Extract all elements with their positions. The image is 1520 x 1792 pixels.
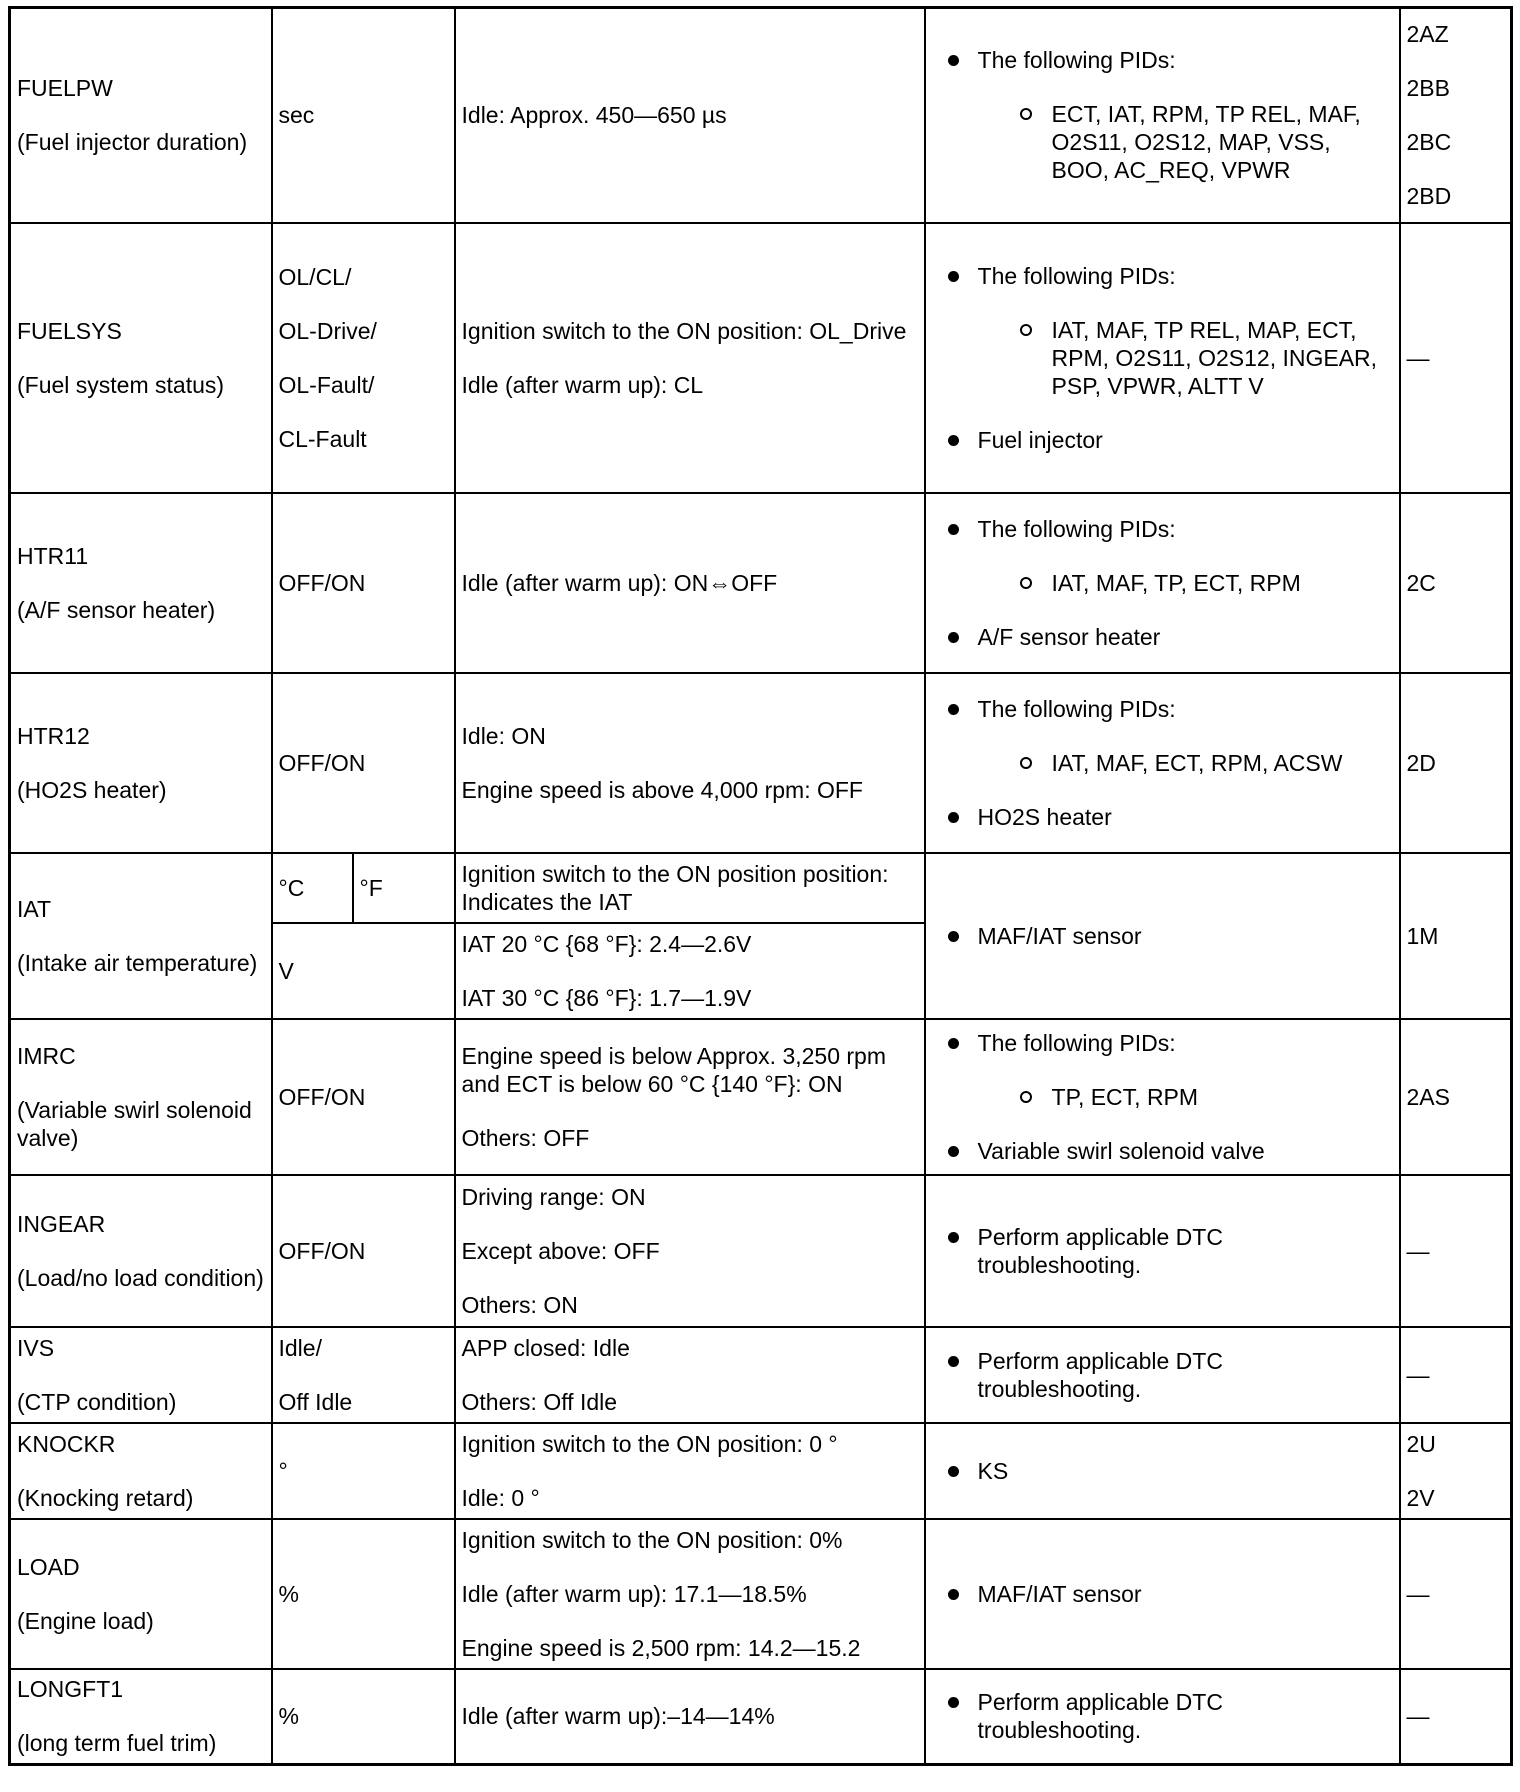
condition-cell (455, 8, 925, 223)
condition-cell (455, 1327, 925, 1423)
bullet-item: The following PIDs: (932, 695, 1393, 723)
pid-code: INGEAR (17, 1210, 106, 1237)
unit-fahrenheit: °F (353, 853, 455, 923)
inspection-cell (925, 853, 1400, 1019)
inspection-cell (925, 223, 1400, 493)
spacer (932, 723, 1393, 749)
pid-cell (10, 1423, 272, 1519)
inspection-cell (925, 1019, 1400, 1175)
spacer (17, 1362, 265, 1388)
spacer (932, 777, 1393, 803)
unit-cell (272, 1669, 455, 1765)
terminal-code: — (1406, 1580, 1430, 1607)
sub-bullet-item: IAT, MAF, ECT, RPM, ACSW (932, 749, 1393, 777)
bullet-item: HO2S heater (932, 803, 1393, 831)
condition-cell: Ignition switch to the ON position position: Indicates the IAT (455, 853, 925, 923)
bullet-item: A/F sensor heater (932, 623, 1393, 651)
spacer (462, 958, 918, 984)
condition-line: Engine speed is below Approx. 3,250 rpm and ECT is below 60 °C {140 °F}: ON (461, 1042, 887, 1097)
spacer (462, 1362, 918, 1388)
terminal-code: 2V (1406, 1484, 1435, 1511)
unit-line: OL-Drive/ (278, 317, 377, 344)
pid-cell (10, 223, 272, 493)
unit-line: Idle/ (278, 1334, 322, 1361)
terminal-cell (1400, 1175, 1512, 1327)
condition-cell (455, 493, 925, 673)
unit-line: sec (278, 102, 315, 129)
table-row (10, 1175, 1512, 1327)
pid-cell (10, 673, 272, 853)
pid-cell (10, 8, 272, 223)
condition-line: IAT 20 °C {68 °F}: 2.4—2.6V (461, 930, 752, 957)
pid-cell (10, 853, 272, 1019)
spacer (932, 74, 1393, 100)
condition-line: Others: ON (461, 1291, 578, 1318)
terminal-code: — (1406, 344, 1430, 371)
unit-line: OL-Fault/ (278, 371, 375, 398)
bullet-item: MAF/IAT sensor (932, 922, 1393, 950)
spacer (17, 570, 265, 596)
bullet-item: The following PIDs: (932, 515, 1393, 543)
unit-line: OL/CL/ (278, 263, 352, 290)
terminal-code: — (1406, 1237, 1430, 1264)
sub-bullet-item: IAT, MAF, TP REL, MAP, ECT, RPM, O2S11, O2S12, INGEAR, PSP, VPWR, ALTT V (932, 316, 1393, 400)
spacer (17, 1070, 265, 1096)
terminal-cell (1400, 1519, 1512, 1669)
terminal-cell (1400, 8, 1512, 223)
condition-line: Idle (after warm up): ON⇔OFF (461, 569, 778, 596)
condition-line: Idle (after warm up):–14—14% (461, 1703, 775, 1730)
spacer (462, 1265, 918, 1291)
pid-cell (10, 1519, 272, 1669)
terminal-cell (1400, 1327, 1512, 1423)
table-row (10, 493, 1512, 673)
spacer (462, 345, 918, 371)
condition-line: Driving range: ON (461, 1183, 646, 1210)
pid-name: (Load/no load condition) (17, 1264, 264, 1291)
spacer (462, 1098, 918, 1124)
condition-line: Idle: 0 ° (461, 1484, 540, 1511)
bullet-item: MAF/IAT sensor (932, 1580, 1393, 1608)
inspection-cell (925, 1519, 1400, 1669)
unit-line: % (278, 1580, 299, 1607)
terminal-cell (1400, 673, 1512, 853)
unit-line: OFF/ON (278, 1237, 366, 1264)
table-row (10, 8, 1512, 223)
spacer (1407, 48, 1505, 74)
pid-code: HTR11 (17, 542, 89, 569)
bullet-item: The following PIDs: (932, 46, 1393, 74)
pid-monitor-table (8, 6, 1513, 1766)
spacer (1407, 1458, 1505, 1484)
spacer (462, 750, 918, 776)
inspection-cell (925, 1669, 1400, 1765)
spacer (17, 750, 265, 776)
unit-cell (272, 1327, 455, 1423)
pid-code: KNOCKR (17, 1430, 116, 1457)
terminal-code: 2BD (1406, 183, 1452, 210)
inspection-cell (925, 1423, 1400, 1519)
spacer (932, 400, 1393, 426)
table-row (10, 1669, 1512, 1765)
spacer (462, 1554, 918, 1580)
condition-line: Others: OFF (461, 1124, 590, 1151)
pid-cell (10, 1669, 272, 1765)
spacer (1407, 102, 1505, 128)
table-row (10, 1519, 1512, 1669)
unit-line: CL-Fault (278, 425, 367, 452)
unit-cell (272, 493, 455, 673)
spacer (462, 1608, 918, 1634)
bullet-item: Variable swirl solenoid valve (932, 1137, 1393, 1165)
condition-line: Ignition switch to the ON position: 0 ° (461, 1430, 838, 1457)
pid-name: (Knocking retard) (17, 1484, 194, 1511)
condition-line: Ignition switch to the ON position: OL_Drive (461, 317, 907, 344)
sub-bullet-item: TP, ECT, RPM (932, 1083, 1393, 1111)
condition-cell (455, 1019, 925, 1175)
pid-cell (10, 1327, 272, 1423)
pid-name: (long term fuel trim) (17, 1730, 217, 1757)
unit-cell (272, 223, 455, 493)
terminal-code: 2AZ (1406, 21, 1449, 48)
unit-cell (272, 8, 455, 223)
sub-bullet-item: ECT, IAT, RPM, TP REL, MAF, O2S11, O2S12, MAP, VSS, BOO, AC_REQ, VPWR (932, 100, 1393, 184)
condition-line: Except above: OFF (461, 1237, 660, 1264)
terminal-code: 2C (1406, 569, 1436, 596)
terminal-code: 2AS (1406, 1083, 1450, 1110)
unit-line: OFF/ON (278, 569, 366, 596)
spacer (279, 345, 448, 371)
table-row (10, 853, 1512, 923)
table-row (10, 1423, 1512, 1519)
pid-cell (10, 1175, 272, 1327)
condition-line: Engine speed is 2,500 rpm: 14.2—15.2 (461, 1634, 861, 1661)
spacer (462, 1211, 918, 1237)
pid-name: (CTP condition) (17, 1388, 177, 1415)
pid-code: LONGFT1 (17, 1676, 124, 1703)
pid-code: FUELSYS (17, 317, 122, 344)
terminal-cell (1400, 1423, 1512, 1519)
condition-line: Ignition switch to the ON position: 0% (461, 1526, 843, 1553)
bullet-item: Perform applicable DTC troubleshooting. (932, 1347, 1393, 1403)
inspection-cell (925, 1327, 1400, 1423)
unit-celsius: °C (272, 853, 353, 923)
sub-bullet-item: IAT, MAF, TP, ECT, RPM (932, 569, 1393, 597)
terminal-cell (1400, 1019, 1512, 1175)
condition-cell (455, 1669, 925, 1765)
pid-code: HTR12 (17, 722, 90, 749)
pid-name: (Fuel injector duration) (17, 129, 248, 156)
unit-line: OFF/ON (278, 1083, 366, 1110)
pid-code: FUELPW (17, 75, 113, 102)
spacer (932, 290, 1393, 316)
unit-line: ° (278, 1457, 288, 1484)
terminal-code: — (1406, 1361, 1430, 1388)
condition-cell (455, 1423, 925, 1519)
condition-cell (455, 923, 925, 1019)
table-row (10, 673, 1512, 853)
spacer (462, 1458, 918, 1484)
spacer (932, 1057, 1393, 1083)
table-row (10, 1019, 1512, 1175)
spacer (17, 1238, 265, 1264)
bullet-item: Perform applicable DTC troubleshooting. (932, 1688, 1393, 1744)
spacer (17, 345, 265, 371)
pid-name: (Variable swirl solenoid valve) (17, 1096, 252, 1151)
condition-line: Idle: ON (461, 722, 546, 749)
bullet-item: Fuel injector (932, 426, 1393, 454)
unit-cell (272, 1175, 455, 1327)
terminal-code: — (1406, 1703, 1430, 1730)
terminal-code: 2BB (1406, 75, 1450, 102)
condition-cell (455, 673, 925, 853)
inspection-cell (925, 8, 1400, 223)
unit-cell (272, 673, 455, 853)
terminal-cell (1400, 1669, 1512, 1765)
unit-line: OFF/ON (278, 749, 366, 776)
condition-line: Engine speed is above 4,000 rpm: OFF (461, 776, 863, 803)
spacer (17, 923, 265, 949)
bullet-item: The following PIDs: (932, 262, 1393, 290)
condition-line: IAT 30 °C {86 °F}: 1.7—1.9V (461, 984, 752, 1011)
unit-cell (272, 1019, 455, 1175)
pid-code: IAT (17, 895, 52, 922)
terminal-code: 2U (1406, 1430, 1436, 1457)
terminal-cell (1400, 223, 1512, 493)
unit-cell (272, 1423, 455, 1519)
condition-cell (455, 1519, 925, 1669)
terminal-code: 2BC (1406, 129, 1452, 156)
unit-line: Off Idle (278, 1388, 353, 1415)
condition-line: Others: Off Idle (461, 1388, 618, 1415)
spacer (17, 1458, 265, 1484)
spacer (17, 102, 265, 128)
pid-name: (Engine load) (17, 1607, 154, 1634)
pid-code: LOAD (17, 1553, 80, 1580)
table-row (10, 223, 1512, 493)
spacer (17, 1703, 265, 1729)
pid-name: (A/F sensor heater) (17, 596, 216, 623)
spacer (279, 399, 448, 425)
pid-cell (10, 493, 272, 673)
pid-name: (Fuel system status) (17, 371, 225, 398)
pid-code: IVS (17, 1334, 55, 1361)
spacer (1407, 156, 1505, 182)
spacer (279, 291, 448, 317)
unit-cell (272, 1519, 455, 1669)
inspection-cell (925, 493, 1400, 673)
inspection-cell (925, 1175, 1400, 1327)
inspection-cell (925, 673, 1400, 853)
condition-line: Idle (after warm up): 17.1—18.5% (461, 1580, 807, 1607)
spacer (932, 597, 1393, 623)
spacer (932, 543, 1393, 569)
terminal-cell (1400, 853, 1512, 1019)
spacer (17, 1581, 265, 1607)
pid-name: (HO2S heater) (17, 776, 167, 803)
pid-name: (Intake air temperature) (17, 949, 258, 976)
unit-volt: V (272, 923, 455, 1019)
terminal-cell (1400, 493, 1512, 673)
terminal-code: 2D (1406, 749, 1436, 776)
pid-code: IMRC (17, 1042, 76, 1069)
spacer (279, 1362, 448, 1388)
condition-line: Idle: Approx. 450—650 µs (461, 102, 727, 129)
bullet-item: The following PIDs: (932, 1029, 1393, 1057)
condition-line: Idle (after warm up): CL (461, 371, 704, 398)
bullet-item: Perform applicable DTC troubleshooting. (932, 1223, 1393, 1279)
condition-line: APP closed: Idle (461, 1334, 630, 1361)
terminal-code: 1M (1406, 922, 1439, 949)
table-row (10, 1327, 1512, 1423)
bullet-item: KS (932, 1457, 1393, 1485)
condition-cell (455, 1175, 925, 1327)
spacer (932, 1111, 1393, 1137)
unit-line: % (278, 1703, 299, 1730)
pid-cell (10, 1019, 272, 1175)
condition-cell (455, 223, 925, 493)
